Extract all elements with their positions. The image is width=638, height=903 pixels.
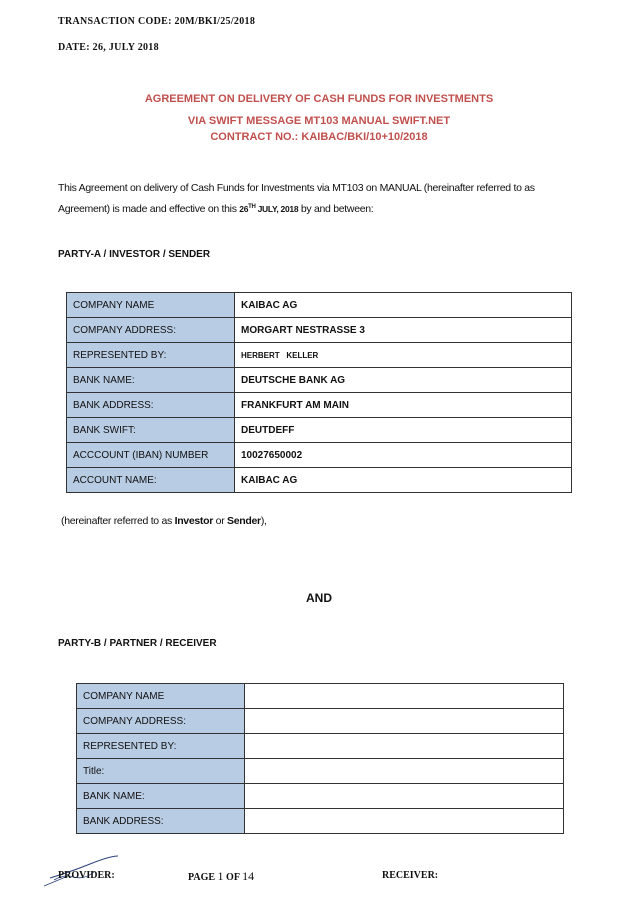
row-label: REPRESENTED BY: <box>67 343 235 368</box>
page-number: 1 <box>217 869 224 883</box>
row-value[interactable] <box>245 709 564 734</box>
intro-text-start: This Agreement on delivery of Cash Funds for Investments via MT103 on MANUAL (hereinafter referred to as Agreement) is made and effective on this <box>58 182 535 215</box>
row-value: HERBERT KELLER <box>235 343 572 368</box>
row-value[interactable] <box>245 759 564 784</box>
ref-investor: Investor <box>174 515 214 527</box>
row-value: KAIBAC AG <box>235 293 572 318</box>
row-label: ACCOUNT NAME: <box>67 468 235 493</box>
page-of: OF <box>223 872 243 883</box>
table-row <box>67 318 572 343</box>
row-value[interactable] <box>245 684 564 709</box>
row-value: MORGART NESTRASSE 3 <box>235 318 572 343</box>
table-row <box>67 443 572 468</box>
party-a-table <box>66 292 572 493</box>
intro-date-suffix: TH <box>248 204 256 210</box>
table-row <box>77 709 564 734</box>
agreement-title: AGREEMENT ON DELIVERY OF CASH FUNDS FOR INVESTMENTS <box>144 93 494 105</box>
ref-sender: Sender <box>227 515 261 527</box>
row-value: DEUTSCHE BANK AG <box>235 368 572 393</box>
agreement-subtitle: VIA SWIFT MESSAGE MT103 MANUAL SWIFT.NET <box>187 115 451 127</box>
table-row <box>67 468 572 493</box>
document-date: DATE: 26, JULY 2018 <box>58 42 159 53</box>
party-a-heading: PARTY-A / INVESTOR / SENDER <box>58 249 211 260</box>
party-a-reference <box>61 515 267 527</box>
row-label: BANK NAME: <box>77 784 245 809</box>
table-row <box>67 293 572 318</box>
table-row <box>67 368 572 393</box>
and-separator: AND <box>306 591 332 605</box>
intro-text-end: by and between: <box>298 202 374 215</box>
row-value[interactable] <box>245 809 564 834</box>
intro-date-rest: JULY, 2018 <box>255 203 299 214</box>
row-value: KAIBAC AG <box>235 468 572 493</box>
party-b-table <box>76 683 564 834</box>
table-row <box>77 809 564 834</box>
ref-text-end: ), <box>260 515 267 527</box>
table-row <box>67 343 572 368</box>
table-row <box>77 734 564 759</box>
ref-or: or <box>213 515 228 527</box>
row-label: COMPANY NAME <box>77 684 245 709</box>
table-row <box>77 784 564 809</box>
row-label: COMPANY NAME <box>67 293 235 318</box>
transaction-code: TRANSACTION CODE: 20M/BKI/25/2018 <box>58 16 256 27</box>
contract-number: CONTRACT NO.: KAIBAC/BKI/10+10/2018 <box>210 131 428 143</box>
page-prefix: PAGE <box>188 872 218 883</box>
row-label: BANK NAME: <box>67 368 235 393</box>
row-value: 10027650002 <box>235 443 572 468</box>
row-label: COMPANY ADDRESS: <box>67 318 235 343</box>
row-value: FRANKFURT AM MAIN <box>235 393 572 418</box>
table-row <box>67 418 572 443</box>
ref-text-start: (hereinafter referred to as <box>61 515 175 527</box>
row-label: COMPANY ADDRESS: <box>77 709 245 734</box>
row-value[interactable] <box>245 734 564 759</box>
row-label: BANK SWIFT: <box>67 418 235 443</box>
row-value: DEUTDEFF <box>235 418 572 443</box>
row-value[interactable] <box>245 784 564 809</box>
footer-receiver-label: RECEIVER: <box>382 870 439 881</box>
table-row <box>77 759 564 784</box>
table-row <box>77 684 564 709</box>
intro-paragraph <box>58 179 588 219</box>
page-indicator <box>188 869 254 884</box>
table-row <box>67 393 572 418</box>
intro-date-day: 26 <box>239 203 249 214</box>
row-label: BANK ADDRESS: <box>77 809 245 834</box>
party-b-heading: PARTY-B / PARTNER / RECEIVER <box>58 638 217 649</box>
row-label: Title: <box>77 759 245 784</box>
page-total: 14 <box>242 869 255 883</box>
row-label: ACCCOUNT (IBAN) NUMBER <box>67 443 235 468</box>
footer-provider-label: PROVIDER: <box>58 870 115 881</box>
row-label: BANK ADDRESS: <box>67 393 235 418</box>
row-label: REPRESENTED BY: <box>77 734 245 759</box>
